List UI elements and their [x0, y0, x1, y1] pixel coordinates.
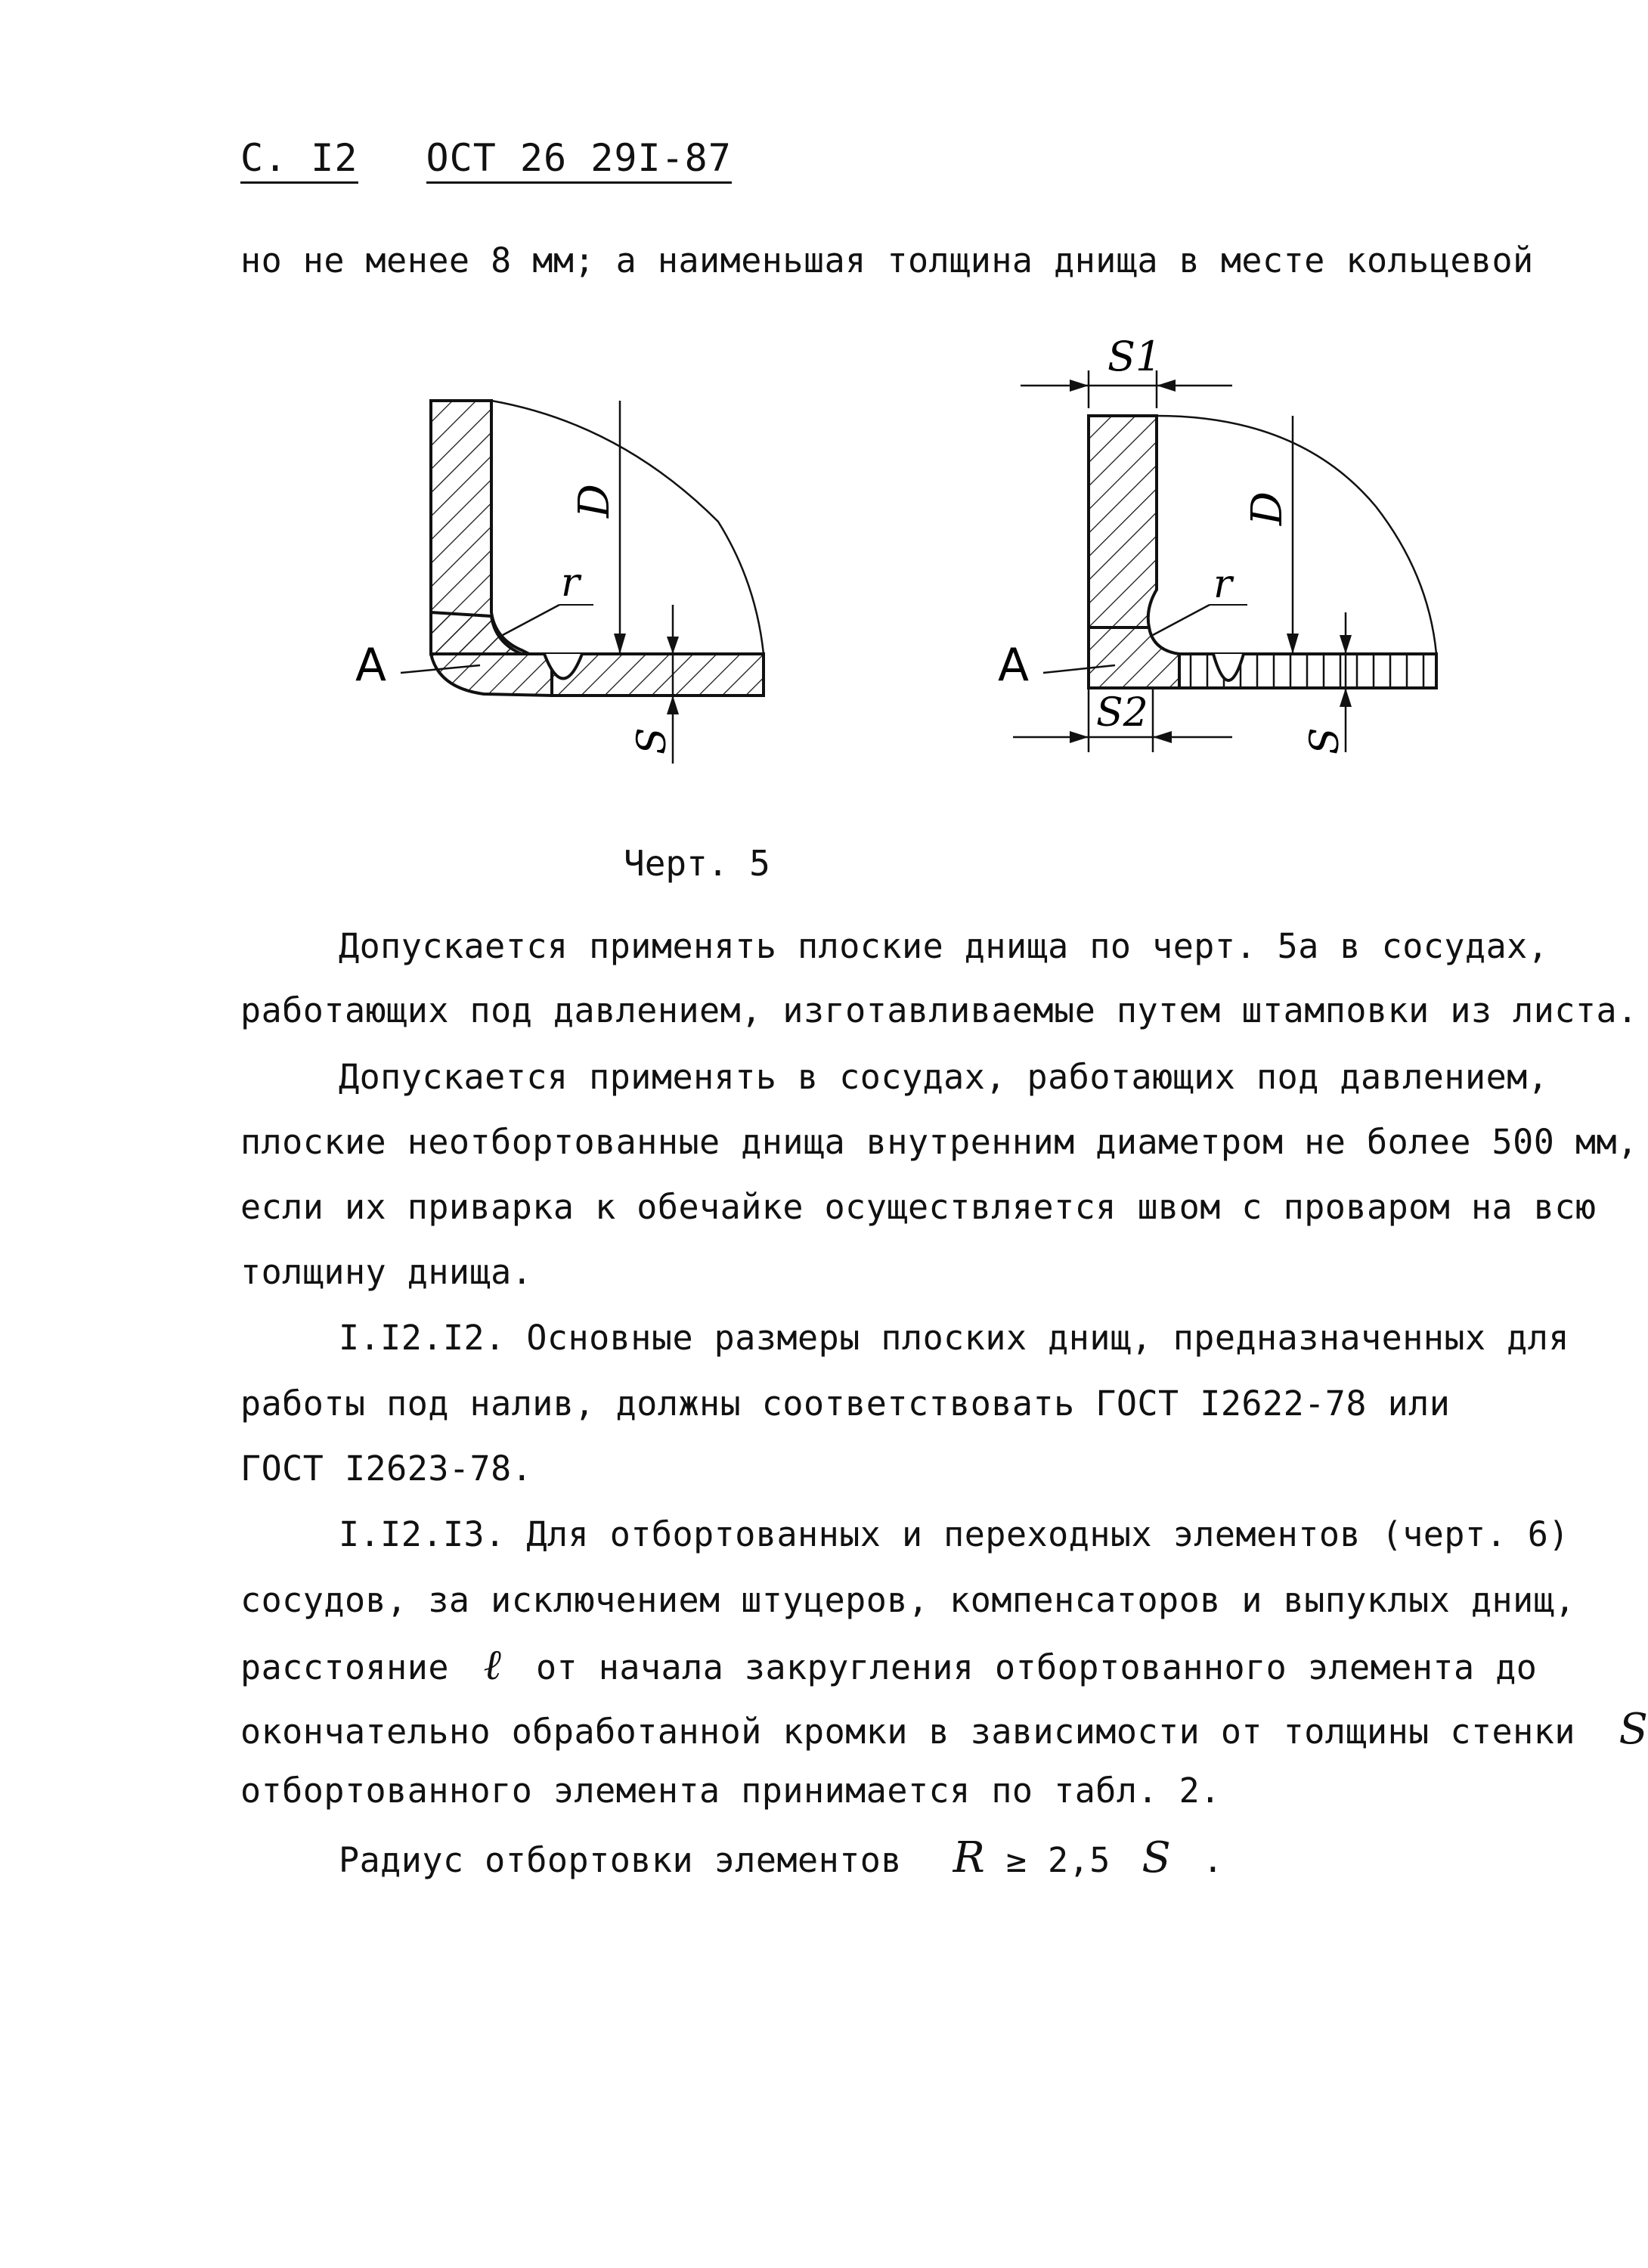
label-r-right: r	[1213, 562, 1232, 607]
paragraph-line-with-symbol	[240, 1641, 1537, 1690]
paragraph-text: Радиус отбортовки элементов	[339, 1840, 902, 1880]
paragraph-line: сосудов, за исключением штуцеров, компенсаторов и выпуклых днищ,	[240, 1580, 1575, 1620]
paragraph-line: если их приварка к обечайке осуществляется швом с проваром на всю	[240, 1187, 1597, 1227]
wall-right	[1089, 416, 1157, 627]
paragraph-line: I.I2.I3. Для отбортованных и переходных элементов (черт. 6)	[339, 1514, 1569, 1554]
paragraph-line: Допускается применять в сосудах, работающих под давлением,	[339, 1057, 1549, 1097]
label-s-right: S	[1303, 727, 1348, 754]
page-number: С. I2	[240, 136, 358, 184]
paragraph-text: от начала закругления отбортованного элемента до	[535, 1647, 1538, 1687]
paragraph-line: Допускается применять плоские днища по черт. 5а в сосудах,	[339, 926, 1549, 966]
formula-value: 2,5	[1048, 1840, 1111, 1880]
label-a-left: A	[355, 639, 387, 692]
label-a-right: A	[998, 639, 1030, 692]
formula-end: .	[1202, 1840, 1224, 1880]
label-s-left: S	[630, 727, 675, 754]
formula-s: S	[1142, 1833, 1172, 1882]
root-right	[1089, 627, 1179, 688]
paragraph-line: плоские неотбортованные днища внутренним диаметром не более 500 мм,	[240, 1122, 1638, 1162]
drawing-right	[983, 333, 1512, 756]
intro-line: но не менее 8 мм; а наименьшая толщина днища в месте кольцевой	[240, 240, 1534, 280]
paragraph-line: I.I2.I2. Основные размеры плоских днищ, предназначенных для	[339, 1318, 1569, 1358]
formula-line	[339, 1833, 1223, 1882]
paragraph-line-with-symbol	[240, 1705, 1648, 1754]
paragraph-line: толщину днища.	[240, 1252, 533, 1292]
label-d-right: D	[1243, 491, 1292, 525]
bend-left	[431, 612, 552, 696]
standard-code: ОСТ 26 29I-87	[426, 136, 732, 184]
label-s1-right: S1	[1107, 333, 1162, 380]
symbol-s: S	[1619, 1705, 1648, 1754]
page-header	[240, 136, 732, 184]
formula-rel: ≥	[1005, 1840, 1027, 1880]
paragraph-line: ГОСТ I2623-78.	[240, 1448, 533, 1489]
paragraph-line: отбортованного элемента принимается по табл. 2.	[240, 1771, 1221, 1811]
label-d-left: D	[570, 484, 619, 518]
plate-left	[552, 654, 764, 696]
drawing-left	[333, 355, 862, 779]
label-r-left: r	[561, 560, 580, 606]
paragraph-text: окончательно обработанной кромки в зависимости от толщины стенки	[240, 1712, 1575, 1752]
symbol-l: ℓ	[483, 1641, 502, 1690]
paragraph-line: работающих под давлением, изготавливаемые путем штамповки из листа.	[240, 990, 1638, 1030]
formula-r: R	[953, 1833, 986, 1882]
paragraph-text: расстояние	[240, 1647, 449, 1687]
label-s2-right: S2	[1096, 690, 1148, 736]
figure-caption: Черт. 5	[624, 843, 770, 884]
paragraph-line: работы под налив, должны соответствовать ГОСТ I2622-78 или	[240, 1383, 1451, 1424]
